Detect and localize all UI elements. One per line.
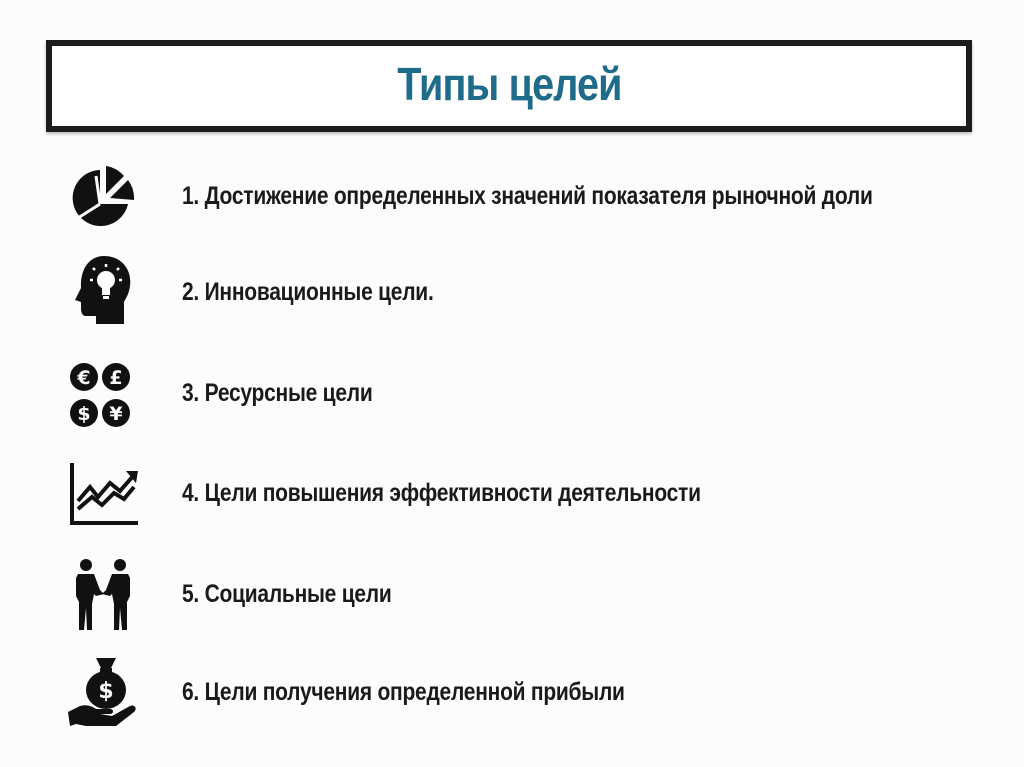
title-box: [46, 40, 972, 132]
svg-text:€: €: [77, 367, 91, 389]
list-item-market-share: [0, 160, 1024, 240]
list-item-innovation: [0, 252, 1024, 332]
list-item-profit: [0, 654, 1024, 734]
svg-text:$: $: [77, 403, 91, 425]
svg-text:¥: ¥: [109, 403, 123, 425]
pie-chart-icon: [66, 160, 142, 236]
growth-chart-icon: [66, 457, 142, 533]
svg-text:$: $: [98, 679, 114, 704]
item-label: 6. Цели получения определенной прибыли: [182, 678, 625, 706]
item-label: 1. Достижение определенных значений показателя рыночной доли: [182, 182, 873, 210]
list-item-social: [0, 556, 1024, 636]
list-item-efficiency: [0, 455, 1024, 535]
item-label: 5. Социальные цели: [182, 580, 392, 608]
svg-text:£: £: [109, 367, 123, 389]
currency-coins-icon: [66, 357, 142, 433]
list-item-resources: [0, 355, 1024, 435]
item-label: 2. Инновационные цели.: [182, 278, 434, 306]
handshake-people-icon: [66, 556, 142, 632]
head-lightbulb-icon: [66, 252, 142, 328]
item-label: 4. Цели повышения эффективности деятельности: [182, 479, 701, 507]
money-bag-hand-icon: [66, 654, 142, 730]
slide-title: Типы целей: [396, 58, 622, 110]
item-label: 3. Ресурсные цели: [182, 379, 373, 407]
